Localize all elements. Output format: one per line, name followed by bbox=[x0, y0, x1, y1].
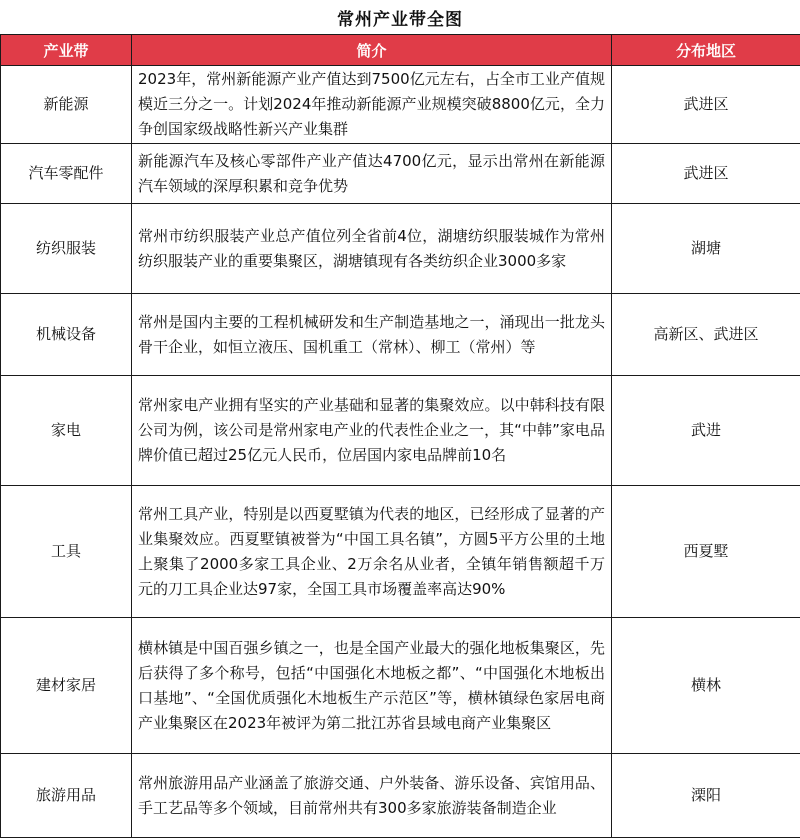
row-region: 武进区 bbox=[612, 144, 800, 204]
row-intro: 横林镇是中国百强乡镇之一，也是全国产业最大的强化地板集聚区，先后获得了多个称号，包括“中国强化木地板之都”、“中国强化木地板出口基地”、“全国优质强化木地板生产示范区”等，横林镇绿色家居电商产业集聚区在2023年被评为第二批江苏省县域电商产业集聚区 bbox=[132, 618, 612, 754]
industry-table bbox=[0, 34, 800, 838]
row-region: 武进 bbox=[612, 376, 800, 486]
row-region: 高新区、武进区 bbox=[612, 294, 800, 376]
row-intro: 常州是国内主要的工程机械研发和生产制造基地之一，涌现出一批龙头骨干企业，如恒立液压、国机重工（常林）、柳工（常州）等 bbox=[132, 294, 612, 376]
row-region: 湖塘 bbox=[612, 204, 800, 294]
row-category: 机械设备 bbox=[1, 294, 132, 376]
table-row bbox=[1, 486, 800, 618]
header-region: 分布地区 bbox=[612, 35, 800, 66]
row-intro: 常州工具产业，特别是以西夏墅镇为代表的地区，已经形成了显著的产业集聚效应。西夏墅镇被誉为“中国工具名镇”，方圆5平方公里的土地上聚集了2000多家工具企业、2万余名从业者，全镇年销售额超千万元的刀工具企业达97家，全国工具市场覆盖率高达90% bbox=[132, 486, 612, 618]
row-category: 建材家居 bbox=[1, 618, 132, 754]
row-category: 工具 bbox=[1, 486, 132, 618]
row-region: 横林 bbox=[612, 618, 800, 754]
row-category: 新能源 bbox=[1, 66, 132, 144]
row-region: 溧阳 bbox=[612, 754, 800, 838]
table-header-row bbox=[1, 35, 800, 66]
page-title: 常州产业带全图 bbox=[337, 9, 463, 30]
table-row bbox=[1, 754, 800, 838]
row-intro: 常州家电产业拥有坚实的产业基础和显著的集聚效应。以中韩科技有限公司为例，该公司是常州家电产业的代表性企业之一，其“中韩”家电品牌价值已超过25亿元人民币，位居国内家电品牌前10名 bbox=[132, 376, 612, 486]
table-row bbox=[1, 66, 800, 144]
row-category: 家电 bbox=[1, 376, 132, 486]
row-region: 武进区 bbox=[612, 66, 800, 144]
row-intro: 常州旅游用品产业涵盖了旅游交通、户外装备、游乐设备、宾馆用品、手工艺品等多个领域，目前常州共有300多家旅游装备制造企业 bbox=[132, 754, 612, 838]
row-category: 旅游用品 bbox=[1, 754, 132, 838]
row-intro: 新能源汽车及核心零部件产业产值达4700亿元，显示出常州在新能源汽车领域的深厚积累和竞争优势 bbox=[132, 144, 612, 204]
header-intro: 简介 bbox=[132, 35, 612, 66]
row-intro: 常州市纺织服装产业总产值位列全省前4位，湖塘纺织服装城作为常州纺织服装产业的重要集聚区，湖塘镇现有各类纺织企业3000多家 bbox=[132, 204, 612, 294]
table-row bbox=[1, 618, 800, 754]
table-row bbox=[1, 376, 800, 486]
row-region: 西夏墅 bbox=[612, 486, 800, 618]
row-category: 汽车零配件 bbox=[1, 144, 132, 204]
table-row bbox=[1, 204, 800, 294]
table-row bbox=[1, 294, 800, 376]
table-row bbox=[1, 144, 800, 204]
row-category: 纺织服装 bbox=[1, 204, 132, 294]
header-category: 产业带 bbox=[1, 35, 132, 66]
row-intro: 2023年，常州新能源产业产值达到7500亿元左右，占全市工业产值规模近三分之一。计划2024年推动新能源产业规模突破8800亿元，全力争创国家级战略性新兴产业集群 bbox=[132, 66, 612, 144]
